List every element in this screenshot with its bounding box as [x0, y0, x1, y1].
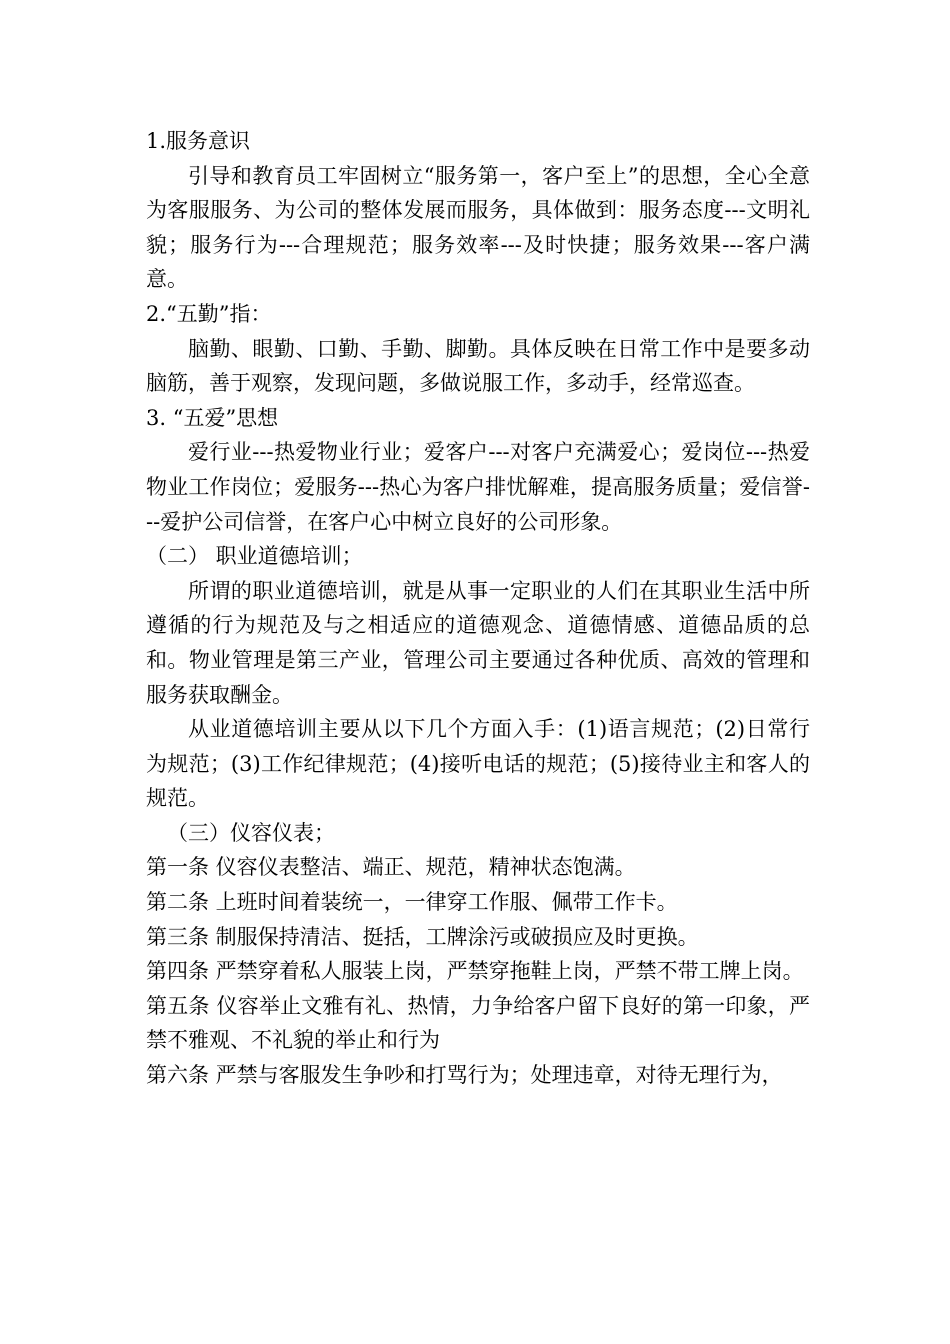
paragraph-five-diligences: 脑勤、眼勤、口勤、手勤、脚勤。具体反映在日常工作中是要多动脑筋，善于观察，发现问题，多做说服工作，多动手，经常巡查。: [146, 336, 810, 396]
article-3: 第三条 制服保持清洁、挺括，工牌涂污或破损应及时更换。: [146, 924, 699, 949]
section-heading-professional-ethics: （二） 职业道德培训；: [146, 544, 363, 569]
section-heading-five-loves: 3. “五爱”思想: [146, 405, 279, 430]
section-heading-service-awareness: 1.服务意识: [146, 129, 251, 153]
paragraph-professional-ethics-aspects: 从业道德培训主要从以下几个方面入手：(1)语言规范；(2)日常行为规范；(3)工作纪律规范；(4)接听电话的规范；(5)接待业主和客人的规范。: [146, 717, 810, 811]
article-4: 第四条 严禁穿着私人服装上岗，严禁穿拖鞋上岗，严禁不带工牌上岗。: [146, 959, 804, 984]
article-6: 第六条 严禁与客服发生争吵和打骂行为；处理违章，对待无理行为，: [146, 1063, 783, 1088]
article-5: 第五条 仪容举止文雅有礼、热情，力争给客户留下良好的第一印象，严禁不雅观、不礼貌的举止和行为: [146, 993, 810, 1053]
article-2: 第二条 上班时间着装统一，一律穿工作服、佩带工作卡。: [146, 890, 678, 915]
article-1: 第一条 仪容仪表整洁、端正、规范，精神状态饱满。: [146, 855, 636, 880]
document-body: [146, 124, 810, 1093]
section-heading-appearance: （三）仪容仪表；: [167, 820, 335, 845]
paragraph-five-loves: 爱行业---热爱物业行业；爱客户---对客户充满爱心；爱岗位---热爱物业工作岗位；爱服务---热心为客户排忧解难，提高服务质量；爱信誉---爱护公司信誉，在客户心中树立良好的公司形象。: [146, 440, 810, 534]
paragraph-professional-ethics-definition: 所谓的职业道德培训，就是从事一定职业的人们在其职业生活中所遵循的行为规范及与之相适应的道德观念、道德情感、道德品质的总和。物业管理是第三产业，管理公司主要通过各种优质、高效的管理和服务获取酬金。: [146, 578, 810, 707]
paragraph-service-awareness: 引导和教育员工牢固树立“服务第一，客户至上”的思想，全心全意为客服服务、为公司的整体发展而服务，具体做到：服务态度---文明礼貌；服务行为---合理规范；服务效率---及时快捷；服务效果---客户满意。: [146, 163, 810, 292]
section-heading-five-diligences: 2.“五勤”指：: [146, 301, 272, 326]
